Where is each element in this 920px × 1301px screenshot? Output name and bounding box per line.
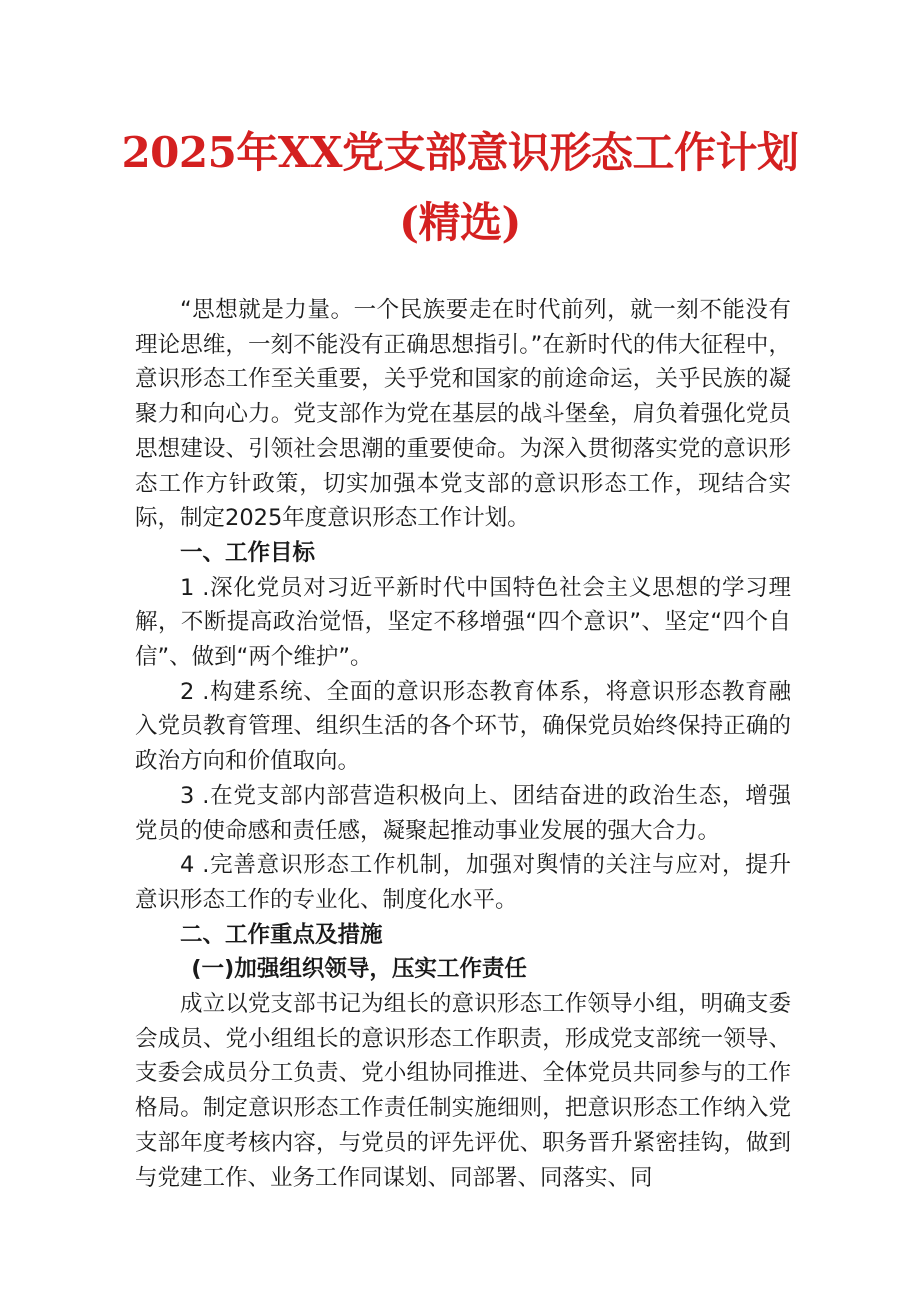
goal-item-3: 3 .在党支部内部营造积极向上、团结奋进的政治生态，增强党员的使命感和责任感，凝聚起推动事业发展的强大合力。	[135, 782, 791, 844]
document-title: 2025年XX党支部意识形态工作计划(精选)	[121, 128, 799, 247]
document-body	[135, 293, 791, 1195]
section-heading-goals: 一、工作目标	[180, 539, 316, 566]
goal-item-2: 2 .构建系统、全面的意识形态教育体系，将意识形态教育融入党员教育管理、组织生活的各个环节，确保党员始终保持正确的政治方向和价值取向。	[135, 678, 791, 775]
goal-item-4: 4 .完善意识形态工作机制，加强对舆情的关注与应对，提升意识形态工作的专业化、制度化水平。	[135, 852, 791, 913]
subsection-heading-leadership: (一)加强组织领导，压实工作责任	[191, 956, 527, 983]
section-heading-measures: 二、工作重点及措施	[180, 921, 383, 948]
goal-item-1: 1 .深化党员对习近平新时代中国特色社会主义思想的学习理解，不断提高政治觉悟，坚定不移增强“四个意识”、坚定“四个自信”、做到“两个维护”。	[135, 574, 791, 671]
leadership-paragraph: 成立以党支部书记为组长的意识形态工作领导小组，明确支委会成员、党小组组长的意识形态工作职责，形成党支部统一领导、支委会成员分工负责、党小组协同推进、全体党员共同参与的工作格局。制定意识形态工作责任制实施细则，把意识形态工作纳入党支部年度考核内容，与党员的评先评优、职务晋升紧密挂钩，做到与党建工作、业务工作同谋划、同部署、同落实、同	[135, 991, 791, 1191]
intro-paragraph: “思想就是力量。一个民族要走在时代前列，就一刻不能没有理论思维，一刻不能没有正确思想指引。”在新时代的伟大征程中，意识形态工作至关重要，关乎党和国家的前途命运，关乎民族的凝聚力和向心力。党支部作为党在基层的战斗堡垒，肩负着强化党员思想建设、引领社会思潮的重要使命。为深入贯彻落实党的意识形态工作方针政策，切实加强本党支部的意识形态工作，现结合实际，制定2025年度意识形态工作计划。	[135, 297, 791, 532]
